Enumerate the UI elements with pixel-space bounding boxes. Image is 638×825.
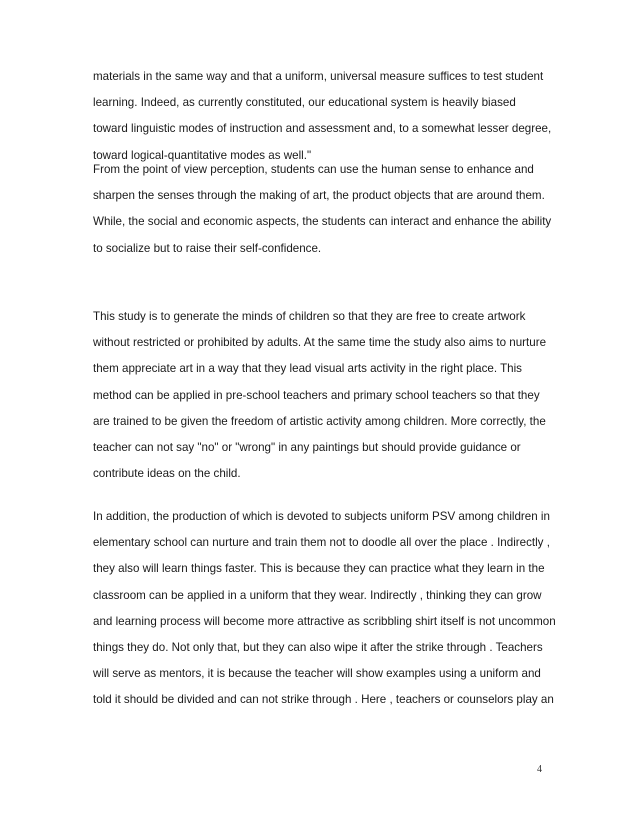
text-line: toward linguistic modes of instruction and assessment and, to a somewhat lesser degree, bbox=[93, 122, 552, 136]
text-line: This study is to generate the minds of children so that they are free to create artwork bbox=[93, 310, 526, 323]
text-line: toward logical-quantitative modes as well." bbox=[93, 148, 312, 162]
text-line: teacher can not say "no" or "wrong" in any paintings but should provide guidance or bbox=[93, 441, 521, 454]
text-line: contribute ideas on the child. bbox=[93, 467, 241, 481]
text-line: told it should be divided and can not strike through . Here , teachers or counselors play an bbox=[93, 693, 554, 707]
text-line: them appreciate art in a way that they lead visual arts activity in the right place. This bbox=[93, 362, 522, 376]
page-number: 4 bbox=[537, 764, 542, 775]
text-line: While, the social and economic aspects, the students can interact and enhance the ability bbox=[93, 215, 552, 229]
text-line: elementary school can nurture and train them not to doodle all over the place . Indirectly , bbox=[93, 536, 550, 550]
text-line: method can be applied in pre-school teachers and primary school teachers so that they bbox=[93, 388, 540, 402]
text-line: From the point of view perception, students can use the human sense to enhance and bbox=[93, 163, 534, 176]
text-line: and learning process will become more attractive as scribbling shirt itself is not uncommon bbox=[93, 614, 556, 628]
text-line: things they do. Not only that, but they can also wipe it after the strike through . Teachers bbox=[93, 641, 543, 654]
text-line: learning. Indeed, as currently constituted, our educational system is heavily biased bbox=[93, 96, 516, 110]
text-line: materials in the same way and that a uniform, universal measure suffices to test student bbox=[93, 70, 544, 83]
text-line: sharpen the senses through the making of art, the product objects that are around them. bbox=[93, 189, 545, 203]
text-line: In addition, the production of which is devoted to subjects uniform PSV among children in bbox=[93, 510, 550, 523]
text-line: will serve as mentors, it is because the teacher will show examples using a uniform and bbox=[93, 667, 541, 681]
text-line: to socialize but to raise their self-confidence. bbox=[93, 241, 322, 255]
text-line: they also will learn things faster. This is because they can practice what they learn in the bbox=[93, 562, 545, 576]
text-line: are trained to be given the freedom of artistic activity among children. More correctly, the bbox=[93, 414, 546, 428]
text-line: without restricted or prohibited by adults. At the same time the study also aims to nurture bbox=[93, 336, 547, 350]
text-line: classroom can be applied in a uniform that they wear. Indirectly , thinking they can grow bbox=[93, 588, 542, 602]
